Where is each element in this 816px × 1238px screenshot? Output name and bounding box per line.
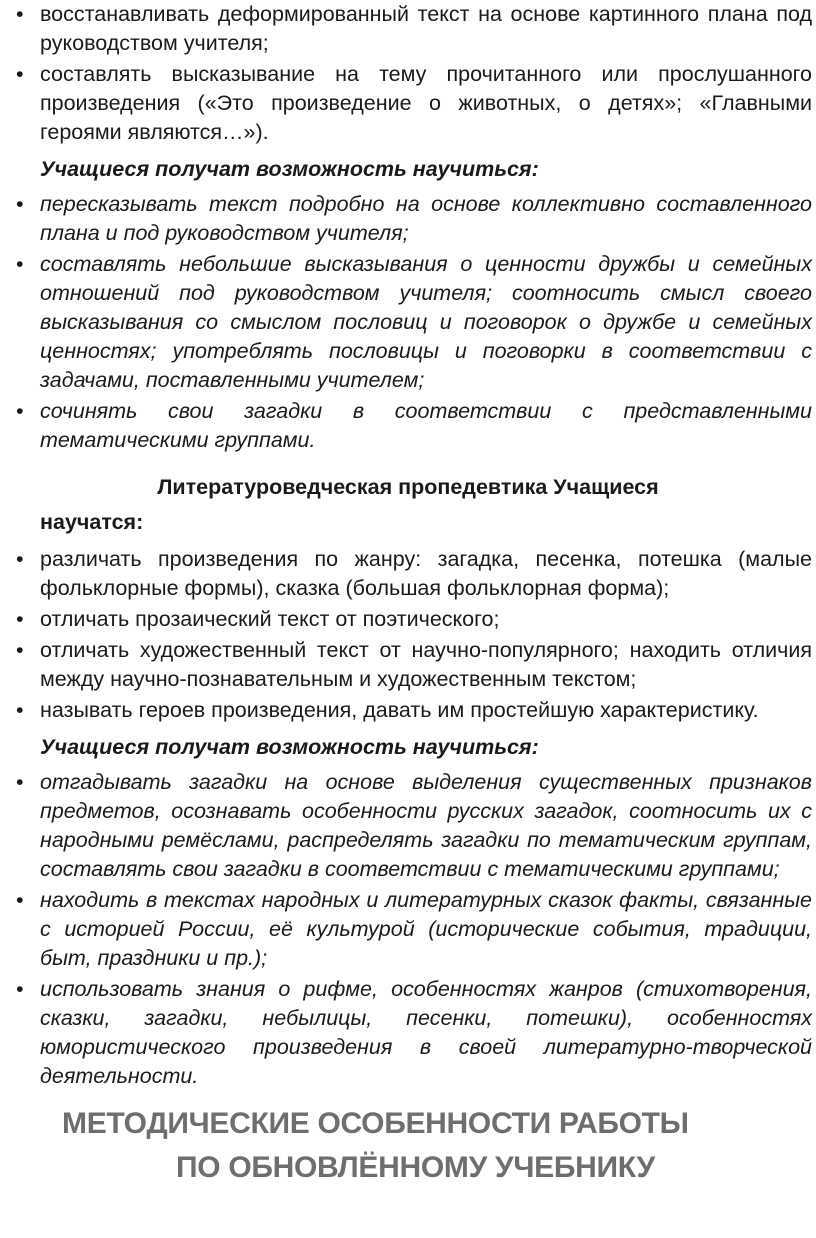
bullet-icon: • <box>16 888 24 912</box>
section1-bullet-list <box>0 190 816 455</box>
list-item-text: отгадывать загадки на основе выделения существенных признаков предметов, осознавать особенности русских загадок, соотносить их с народными ремёслами, распределять загадки по тематическим группам, составлять свои загадки в соответствии с тематическими группами; <box>40 770 812 881</box>
section2-bullet-list <box>0 545 816 725</box>
list-item-text: различать произведения по жанру: загадка, песенка, потешка (малые фольклорные формы), сказка (большая фольклорная форма); <box>40 547 812 600</box>
bullet-icon: • <box>16 399 24 423</box>
section3-subheading: Учащиеся получат возможность научиться: <box>40 735 539 759</box>
bullet-icon: • <box>16 698 24 722</box>
list-item-text: отличать прозаический текст от поэтического; <box>40 607 500 631</box>
list-item <box>0 696 816 725</box>
top-bullet-list <box>0 0 816 147</box>
bullet-icon: • <box>16 252 24 276</box>
list-item <box>0 886 816 973</box>
section2-heading-continuation: научатся: <box>40 510 144 534</box>
bullet-icon: • <box>16 638 24 662</box>
list-item-text: находить в текстах народных и литературных сказок факты, связанные с историей России, её культурой (исторические события, традиции, быт, праздники и пр.); <box>40 888 812 970</box>
list-item-text: восстанавливать деформированный текст на основе картинного плана под руководством учителя; <box>40 2 812 55</box>
footer-title-line1: МЕТОДИЧЕСКИЕ ОСОБЕННОСТИ РАБОТЫ <box>62 1107 689 1140</box>
section3-bullet-list <box>0 768 816 1091</box>
list-item <box>0 250 816 395</box>
bullet-icon: • <box>16 62 24 86</box>
list-item-text: составлять небольшие высказывания о ценности дружбы и семейных отношений под руководством учителя; соотносить смысл своего высказывания со смыслом пословиц и поговорок о дружбе и семейных ценностях; употреблять пословицы и поговорки в соответствии с задачами, поставленными учителем; <box>40 252 812 392</box>
list-item-text: составлять высказывание на тему прочитанного или прослушанного произведения («Это произведение о животных, о детях»; «Главными героями являются…»). <box>40 62 812 144</box>
footer-title-line2: ПО ОБНОВЛЁННОМУ УЧЕБНИКУ <box>176 1151 655 1184</box>
list-item <box>0 397 816 455</box>
bullet-icon: • <box>16 977 24 1001</box>
list-item-text: сочинять свои загадки в соответствии с представленными тематическими группами. <box>40 399 812 452</box>
list-item <box>0 768 816 884</box>
section1-subheading: Учащиеся получат возможность научиться: <box>40 157 539 181</box>
list-item <box>0 605 816 634</box>
bullet-icon: • <box>16 770 24 794</box>
bullet-icon: • <box>16 547 24 571</box>
list-item-text: пересказывать текст подробно на основе коллективно составленного плана и под руководством учителя; <box>40 192 812 245</box>
section2-heading: Литературоведческая пропедевтика Учащиеся <box>157 475 659 499</box>
list-item <box>0 60 816 147</box>
list-item <box>0 190 816 248</box>
list-item <box>0 0 816 58</box>
list-item-text: отличать художественный текст от научно-популярного; находить отличия между научно-познавательным и художественным текстом; <box>40 638 812 691</box>
bullet-icon: • <box>16 192 24 216</box>
list-item <box>0 636 816 694</box>
bullet-icon: • <box>16 2 24 26</box>
list-item-text: называть героев произведения, давать им простейшую характеристику. <box>40 698 759 722</box>
list-item <box>0 545 816 603</box>
list-item-text: использовать знания о рифме, особенностях жанров (стихотворения, сказки, загадки, небылицы, песенки, потешки), особенностях юмористического произведения в своей литературно-творческой деятельности. <box>40 977 812 1088</box>
list-item <box>0 975 816 1091</box>
bullet-icon: • <box>16 607 24 631</box>
